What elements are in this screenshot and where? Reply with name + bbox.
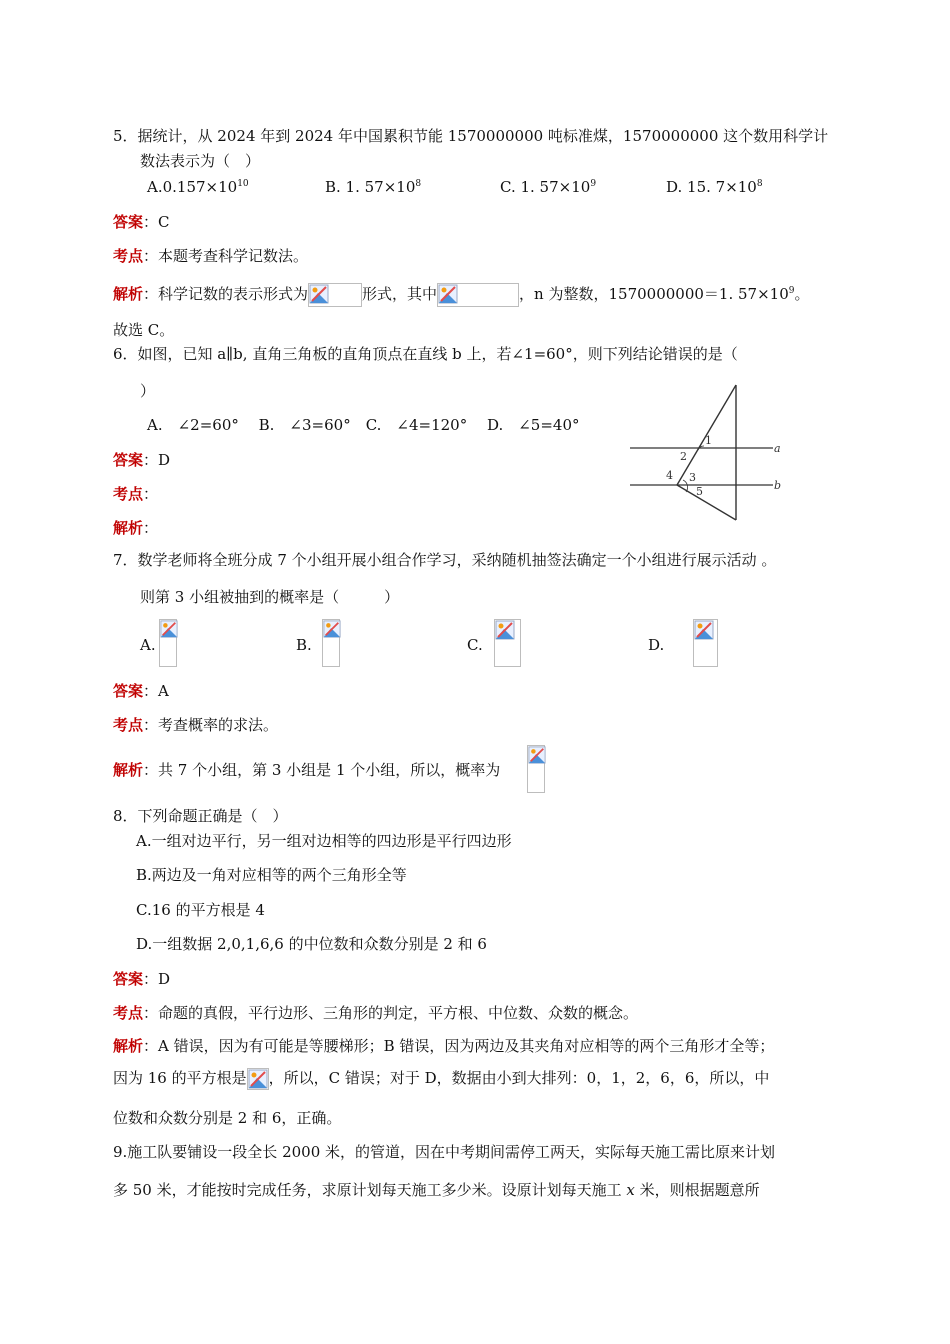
q5-conclusion: 故选 C。 <box>113 321 175 339</box>
broken-image-icon <box>322 619 340 667</box>
q8-option-a: A.一组对边平行，另一组对边相等的四边形是平行四边形 <box>136 832 512 850</box>
angle-2-label: 2 <box>680 450 687 463</box>
angle-3-label: 3 <box>689 471 696 484</box>
broken-image-icon <box>494 619 521 667</box>
q7-analysis: 解析：共 7 个小组，第 3 小组是 1 个小组，所以，概率为 <box>113 761 501 779</box>
angle-4-label: 4 <box>666 469 673 482</box>
broken-image-icon <box>247 1068 269 1090</box>
broken-image-icon <box>527 745 545 793</box>
broken-image-icon <box>159 619 177 667</box>
q5-analysis: 解析：科学记数的表示形式为 形式，其中 ，n 为整数，1570000000＝1. $57\times 10^9$。 <box>113 283 809 307</box>
q5-stem-line1: 5．据统计，从 2024 年到 2024 年中国累积节能 1570000000 吨标准煤，1570000000 这个数用科学计 <box>113 127 829 145</box>
q5-stem-line2: 数法表示为（ ） <box>140 152 261 170</box>
q8-option-b: B.两边及一角对应相等的两个三角形全等 <box>136 866 407 884</box>
q6-stem-line1: 6．如图，已知 a∥b, 直角三角板的直角顶点在直线 b 上，若∠1=60°，则下列结论错误的是（ <box>113 345 738 363</box>
broken-image-icon <box>437 283 519 307</box>
q7-option-c: C. <box>467 636 483 654</box>
q6-answer: 答案：D <box>113 451 171 469</box>
geometry-figure <box>628 380 790 525</box>
q5-option-d: D. 15. $7\times 10^8$ <box>666 178 763 196</box>
q6-analysis: 解析： <box>113 519 159 537</box>
q7-point: 考点：考查概率的求法。 <box>113 716 279 734</box>
q7-stem-line1: 7．数学老师将全班分成 7 个小组开展小组合作学习，采纳随机抽签法确定一个小组进行展示活动 。 <box>113 551 777 569</box>
q5-option-a: $A.0.157\times 10^{10}$ <box>147 178 249 196</box>
q7-answer: 答案：A <box>113 682 169 700</box>
broken-image-icon <box>308 283 362 307</box>
q8-analysis-line2: 因为 16 的平方根是 ，所以，C 错误；对于 D，数据由小到大排列：0，1，2，6，6，所以，中 <box>113 1068 769 1090</box>
q7-stem-line2: 则第 3 小组被抽到的概率是（ ） <box>140 588 400 606</box>
angle-1-label: 1 <box>705 434 712 447</box>
q7-option-a: A. <box>140 636 156 654</box>
line-a-label: a <box>774 442 781 455</box>
q9-line1: 9.施工队要铺设一段全长 2000 米，的管道，因在中考期间需停工两天，实际每天施工需比原来计划 <box>113 1143 776 1161</box>
line-b-label: b <box>774 479 782 492</box>
q7-option-d: D. <box>648 636 665 654</box>
q6-options: A. ∠2=60° B. ∠3=60° C. ∠4=120° D. ∠5=40° <box>147 416 580 434</box>
q5-option-b: B. 1. $57\times 10^8$ <box>325 178 422 196</box>
q8-answer: 答案：D <box>113 970 171 988</box>
q6-point: 考点： <box>113 485 159 503</box>
q8-analysis-line3: 位数和众数分别是 2 和 6，正确。 <box>113 1109 342 1127</box>
q8-stem: 8．下列命题正确是（ ） <box>113 807 288 825</box>
q7-option-b: B. <box>296 636 312 654</box>
q5-point: 考点：本题考查科学记数法。 <box>113 247 309 265</box>
q8-analysis-line1: 解析：A 错误，因为有可能是等腰梯形；B 错误，因为两边及其夹角对应相等的两个三角形才全等； <box>113 1037 775 1055</box>
broken-image-icon <box>693 619 718 667</box>
q5-answer: 答案：C <box>113 213 170 231</box>
angle-5-label: 5 <box>696 485 703 498</box>
q6-stem-line2: ） <box>140 382 156 400</box>
q8-option-d: D.一组数据 2,0,1,6,6 的中位数和众数分别是 2 和 6 <box>136 935 487 953</box>
q8-point: 考点：命题的真假，平行边形、三角形的判定，平方根、中位数、众数的概念。 <box>113 1004 639 1022</box>
q9-line2: 多 50 米，才能按时完成任务，求原计划每天施工多少米。设原计划每天施工 x 米，则根据题意所 <box>113 1181 760 1199</box>
q8-option-c: C.16 的平方根是 4 <box>136 901 265 919</box>
q5-option-c: C. 1. $57\times 10^9$ <box>500 178 597 196</box>
